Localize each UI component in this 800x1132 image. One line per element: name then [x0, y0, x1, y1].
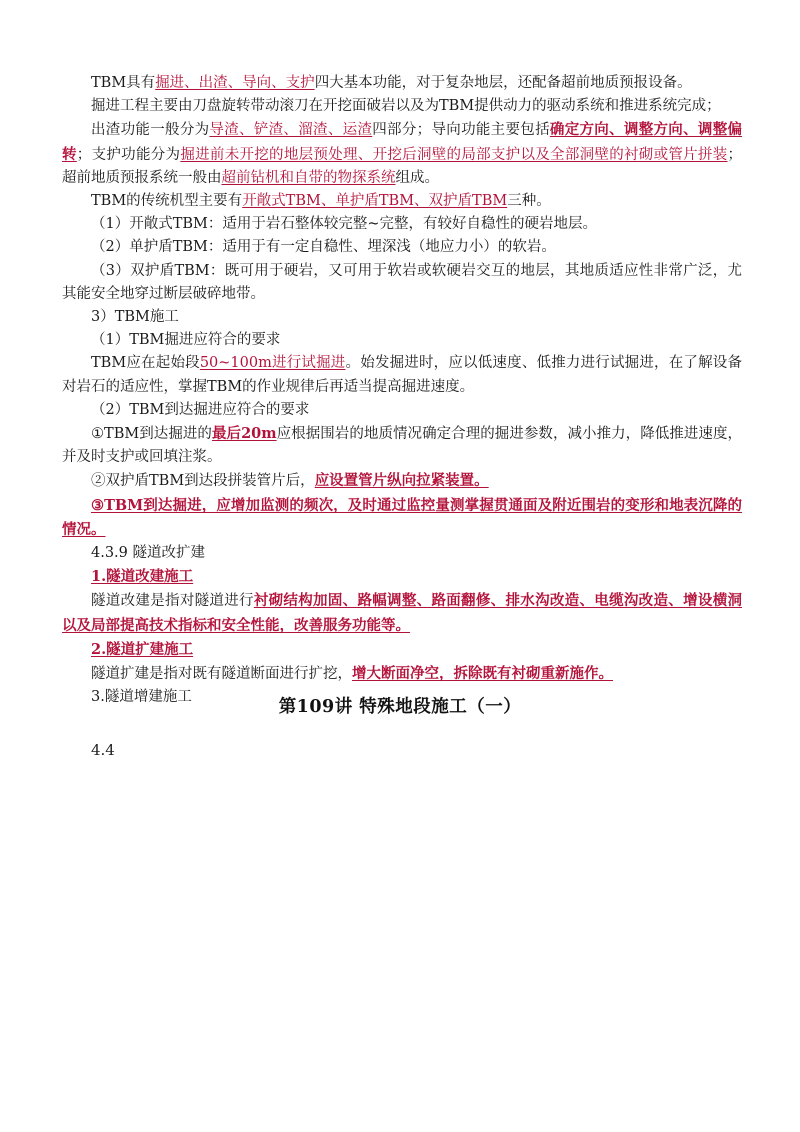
- text-segment: （2）TBM到达掘进应符合的要求: [91, 401, 310, 418]
- paragraph: [62, 638, 742, 662]
- paragraph: [62, 589, 742, 637]
- paragraph: [62, 236, 742, 259]
- highlighted-text: 超前钻机和自带的物探系统: [221, 169, 396, 186]
- paragraph: [62, 399, 742, 422]
- paragraph: [62, 565, 742, 589]
- paragraph: [62, 190, 742, 213]
- highlighted-text: 50~100m进行试掘进: [199, 355, 346, 372]
- highlighted-text: ③TBM到达掘进，应增加监测的频次，及时通过监控量测掌握贯通面及附近围岩的变形和地表沉降的情况。: [62, 496, 742, 538]
- text-segment: 出渣功能一般分为: [91, 122, 210, 139]
- paragraph: [62, 329, 742, 352]
- text-segment: （2）单护盾TBM：适用于有一定自稳性、埋深浅（地应力小）的软岩。: [91, 239, 556, 256]
- text-segment: 。始发掘进时，应以低速度、低推力进行试掘进，在了解设备对岩石的适应性，掌握TBM的作业规律后再适当提高掘进速度。: [62, 355, 742, 395]
- paragraph: [62, 352, 742, 398]
- text-segment: （1）TBM掘进应符合的要求: [91, 332, 281, 349]
- text-segment: ；支护功能分为: [76, 146, 181, 163]
- text-segment: 掘进工程主要由刀盘旋转带动滚刀在开挖面破岩以及为TBM提供动力的驱动系统和推进系统完成；: [91, 98, 721, 115]
- text-segment: TBM应在起始段: [91, 355, 200, 372]
- paragraph: [62, 469, 742, 493]
- text-segment: ；超前地质预报系统一般由: [62, 146, 743, 186]
- text-segment: 隧道改建是指对隧道进行: [91, 593, 254, 610]
- paragraph: [62, 542, 742, 565]
- highlighted-text: 1.隧道改建施工: [91, 568, 194, 586]
- document-body: [62, 72, 742, 709]
- highlighted-text: 掘进、出渣、导向、支护: [155, 75, 315, 91]
- paragraph: [62, 118, 742, 190]
- paragraph: [62, 260, 742, 306]
- lecture-title: 第109讲 特殊地段施工（一）: [278, 697, 522, 717]
- text-segment: 4.3.9 隧道改扩建: [91, 545, 206, 562]
- highlighted-text: 导渣、铲渣、溜渣、运渣: [209, 122, 373, 139]
- text-segment: ①TBM到达掘进的: [91, 426, 212, 443]
- highlighted-text: 开敞式TBM、单护盾TBM、双护盾TBM: [242, 193, 508, 210]
- text-segment: 隧道扩建是指对既有隧道断面进行扩挖，: [91, 666, 352, 683]
- highlighted-text: 掘进前未开挖的地层预处理、开挖后洞壁的局部支护以及全部洞壁的衬砌或管片拼装: [180, 146, 728, 163]
- text-segment: ②双护盾TBM到达段拼装管片后，: [91, 473, 315, 490]
- text-segment: 四部分；导向功能主要包括: [372, 122, 550, 139]
- text-segment: TBM具有: [91, 75, 156, 91]
- paragraph: [62, 422, 742, 469]
- section-number: 4.4: [91, 741, 115, 759]
- paragraph: [62, 662, 742, 686]
- paragraph: [62, 494, 742, 542]
- highlighted-text: 应设置管片纵向拉紧装置。: [314, 472, 489, 490]
- text-segment: 应根据围岩的地质情况确定合理的掘进参数，减小推力，降低推进速度，并及时支护或回填注浆。: [62, 426, 742, 466]
- highlighted-text: 衬砌结构加固、路幅调整、路面翻修、排水沟改造、电缆沟改造、增设横洞以及局部提高技术指标和安全性能，改善服务功能等。: [62, 592, 742, 634]
- text-segment: 三种。: [507, 193, 551, 210]
- text-segment: 3.隧道增建施工: [91, 689, 192, 706]
- text-segment: TBM的传统机型主要有: [91, 193, 243, 210]
- highlighted-text: 2.隧道扩建施工: [91, 640, 194, 658]
- text-segment: （3）双护盾TBM：既可用于硬岩，又可用于软岩或软硬岩交互的地层，其地质适应性非常广泛，尤其能安全地穿过断层破碎地带。: [62, 262, 742, 302]
- highlighted-text: 增大断面净空，拆除既有衬砌重新施作。: [352, 665, 613, 683]
- paragraph: [62, 213, 742, 236]
- paragraph: [62, 72, 742, 95]
- text-segment: 组成。: [395, 169, 439, 186]
- paragraph: [62, 95, 742, 118]
- paragraph: [62, 306, 742, 329]
- text-segment: 四大基本功能，对于复杂地层，还配备超前地质预报设备。: [314, 75, 692, 91]
- text-segment: （1）开敞式TBM：适用于岩石整体较完整~完整，有较好自稳性的硬岩地层。: [91, 216, 598, 233]
- highlighted-text: 确定方向、调整方向、调整偏转: [62, 121, 743, 163]
- highlighted-text: 最后20m: [211, 425, 277, 443]
- text-segment: 3）TBM施工: [91, 309, 179, 326]
